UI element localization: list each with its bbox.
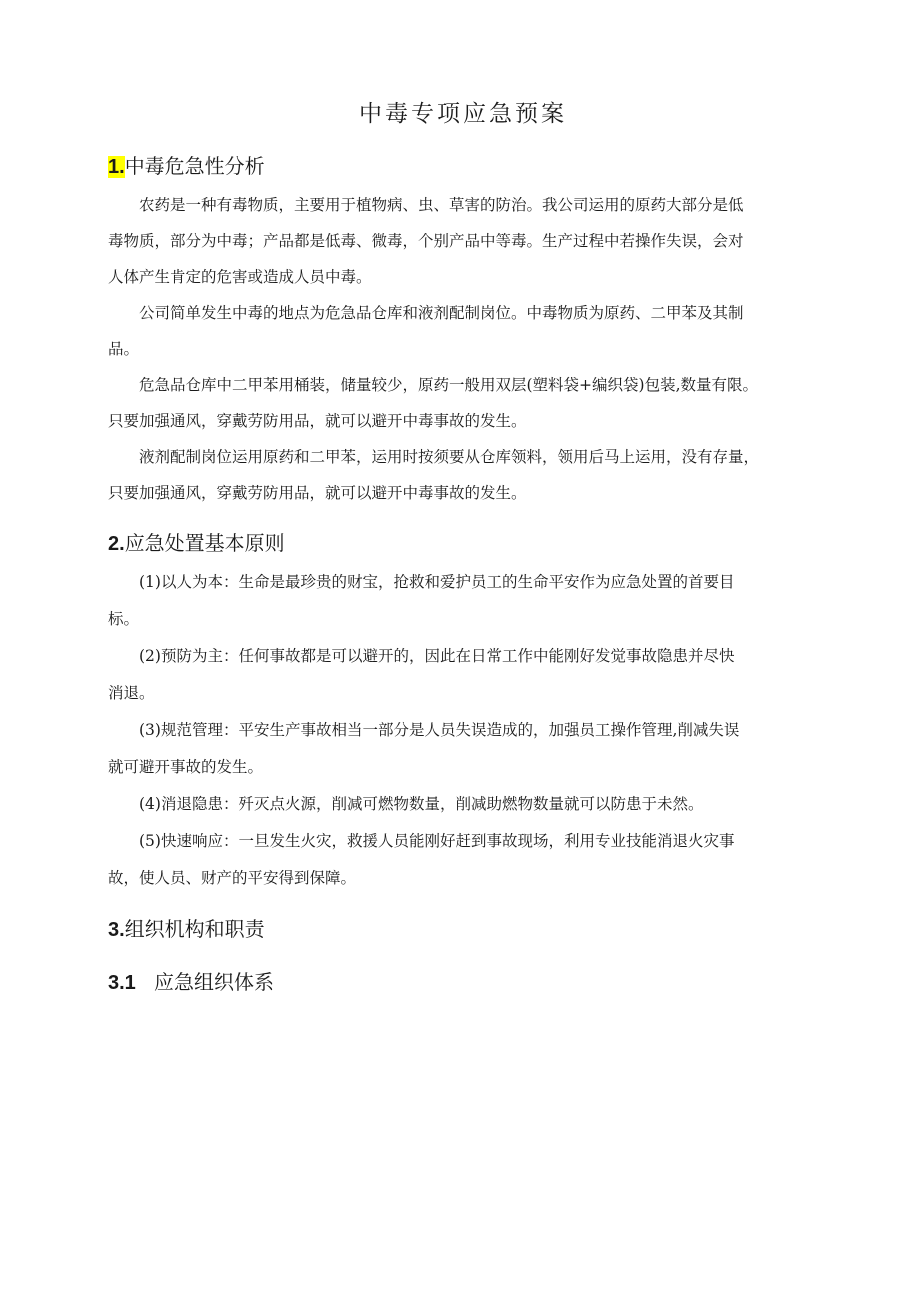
section-title: 应急处置基本原则: [124, 531, 285, 555]
paragraph: (2)预防为主：任何事故都是可以避开的，因此在日常工作中能刚好发觉事故隐患并尽快 消退。: [108, 647, 735, 702]
section-number: 2.: [108, 533, 125, 555]
document-page: [108, 92, 818, 997]
section-heading: [108, 529, 818, 558]
paragraph: (3)规范管理：平安生产事故相当一部分是人员失误造成的，加强员工操作管理,削减失误 就可避开事故的发生。: [108, 721, 740, 776]
paragraph: 公司简单发生中毒的地点为危急品仓库和液剂配制岗位。中毒物质为原药、二甲苯及其制 品。: [108, 304, 744, 358]
paragraph: (1)以人为本：生命是最珍贵的财宝，抢救和爱护员工的生命平安作为应急处置的首要目 标。: [108, 573, 735, 628]
section-number: 3.: [108, 919, 125, 941]
section-organization: [108, 915, 818, 997]
section-heading: [108, 915, 818, 944]
section-hazard-analysis: [108, 152, 818, 511]
subsection-heading: [108, 968, 818, 997]
subsection-title: 应急组织体系: [154, 970, 274, 994]
subsection-number: 3.1: [108, 972, 136, 994]
paragraph: 液剂配制岗位运用原药和二甲苯，运用时按须要从仓库领料，领用后马上运用，没有存量， 只要加强通风，穿戴劳防用品，就可以避开中毒事故的发生。: [108, 448, 760, 502]
section-title: 中毒危急性分析: [124, 154, 265, 178]
paragraph: (5)快速响应：一旦发生火灾，救援人员能刚好赶到事故现场，利用专业技能消退火灾事 故，使人员、财产的平安得到保障。: [108, 832, 735, 887]
section-title: 组织机构和职责: [124, 917, 265, 941]
paragraph: (4)消退隐患：歼灭点火源，削减可燃物数量，削减助燃物数量就可以防患于未然。: [139, 795, 704, 813]
document-title: 中毒专项应急预案: [359, 101, 567, 127]
paragraph: 农药是一种有毒物质，主要用于植物病、虫、草害的防治。我公司运用的原药大部分是低 毒物质，部分为中毒；产品都是低毒、微毒，个别产品中等毒。生产过程中若操作失误，会对 人体产生肯定的危害或造成人员中毒。: [108, 196, 744, 286]
section-heading: [108, 152, 818, 181]
section-number: 1.: [108, 156, 125, 178]
paragraph: 危急品仓库中二甲苯用桶装，储量较少，原药一般用双层(塑料袋+编织袋)包装,数量有限。 只要加强通风，穿戴劳防用品，就可以避开中毒事故的发生。: [108, 376, 759, 430]
section-principles: [108, 529, 818, 897]
